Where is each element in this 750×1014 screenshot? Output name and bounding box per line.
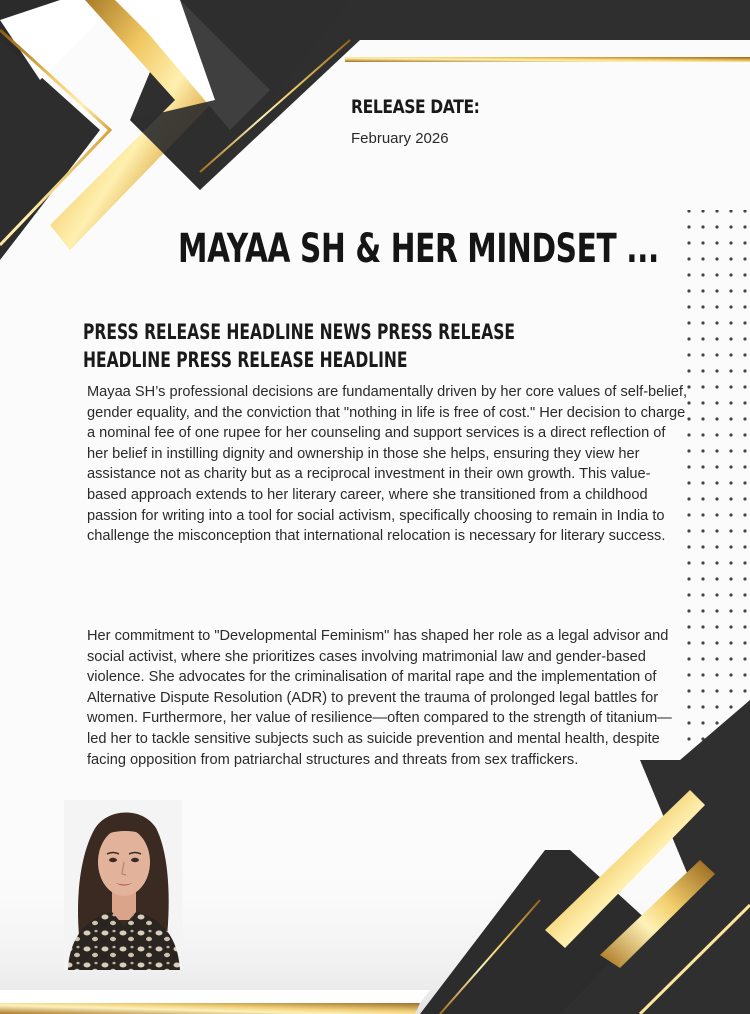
page-title: MAYAA SH & HER MINDSET ...	[178, 226, 659, 272]
bottom-white-strip	[0, 990, 430, 1003]
body-paragraph-2: Her commitment to "Developmental Feminism" has shaped her role as a legal advisor and social activist, where she prioritizes cases involving matrimonial law and gender-based violence. She advocates for the criminalisation of marital rape and the implementation of Alternative Dispute Resolution (ADR) to prevent the trauma of prolonged legal battles for women. Furthermore, her value of resilience—often compared to the strength of titanium—led her to tackle sensitive subjects such as suicide prevention and mental health, despite facing opposition from patriarchal structures and threats from sex traffickers.	[87, 628, 672, 768]
body-paragraph-1: Mayaa SH’s professional decisions are fundamentally driven by her core values of self-belief, gender equality, and the conviction that "nothing in life is free of cost." Her decision to charge a nominal fee of one rupee for her counseling and support services is a direct reflection of her belief in instilling dignity and ownership in those she helps, ensuring they view her assistance not as charity but as a reciprocal investment in their own growth. This value-based approach extends to her literary career, where she transitioned from a childhood passion for writing into a tool for social activism, specifically choosing to remain in India to challenge the misconception that international relocation is necessary for literary success.	[87, 384, 688, 545]
press-release-headline: PRESS RELEASE HEADLINE NEWS PRESS RELEASE HEADLINE PRESS RELEASE HEADLINE	[83, 320, 516, 372]
release-date-label: RELEASE DATE:	[351, 96, 480, 118]
dot-grid	[680, 210, 750, 750]
bottom-gold-strip	[0, 1003, 420, 1014]
top-gold-line	[345, 57, 750, 62]
portrait-photo	[64, 800, 182, 970]
release-date-value: February 2026	[351, 130, 449, 147]
